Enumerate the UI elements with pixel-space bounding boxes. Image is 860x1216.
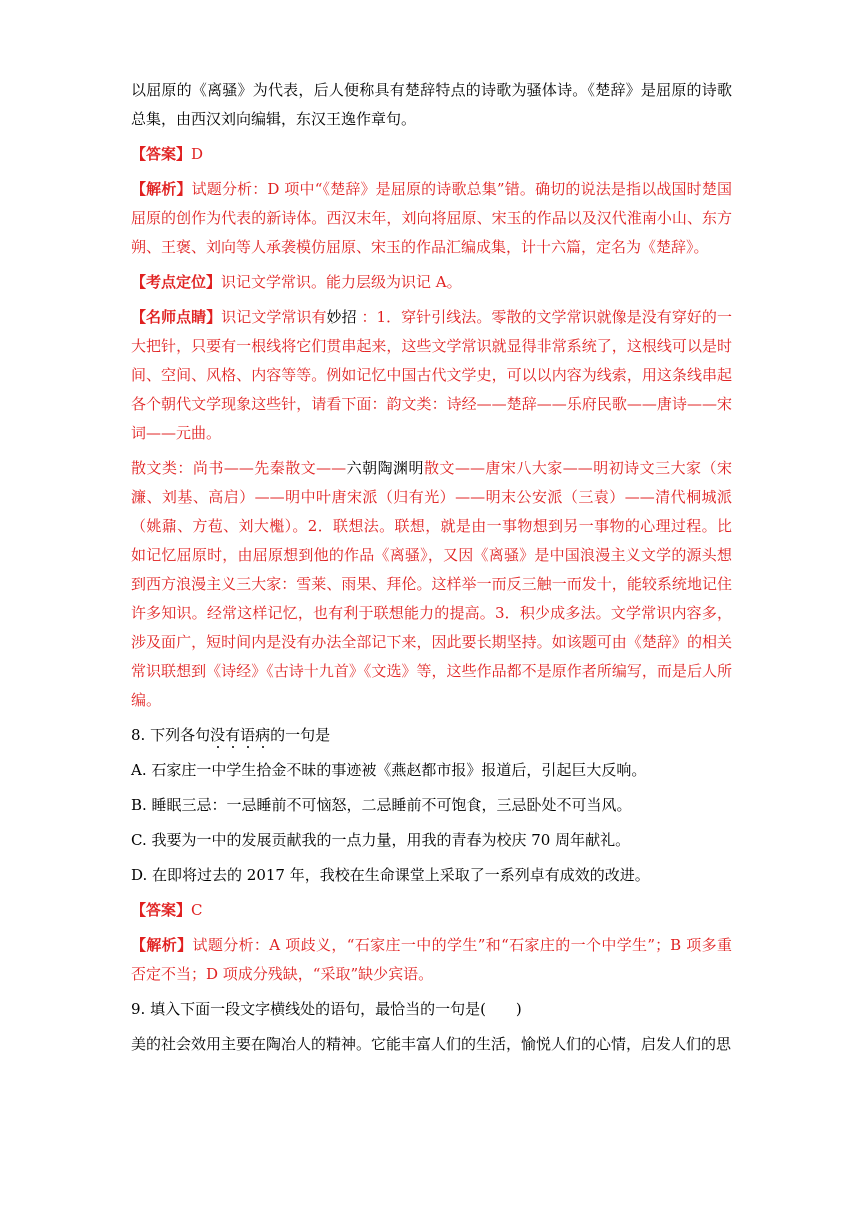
q8-option-d: D. 在即将过去的 2017 年，我校在生命课堂上采取了一系列卓有成效的改进。 [131,866,650,884]
q8-stem [131,721,732,750]
q7-answer [131,140,732,169]
answer-label: 【答案】 [131,145,192,163]
emphasis-char: 有 [225,726,241,744]
q7-mingshi [131,303,732,448]
analysis-text: 试题分析：A 项歧义，“石家庄一中的学生”和“石家庄的一个中学生”；B 项多重否定不当；D 项成分残缺，“采取”缺少宾语。 [131,936,732,983]
q8-option-a: A. 石家庄一中学生拾金不昧的事迹被《燕赵都市报》报道后，引起巨大反响。 [131,761,647,779]
answer-label: 【答案】 [131,901,192,919]
q8-analysis [131,931,732,989]
mingshi-text-b: 妙招 [326,308,357,326]
q7-analysis [131,175,732,262]
kaodian-label: 【考点定位】 [131,273,222,291]
analysis-text: 试题分析：D 项中“《楚辞》是屈原的诗歌总集”错。确切的说法是指以战国时楚国屈原的创作为代表的新诗体。西汉末年，刘向将屈原、宋玉的作品以及汉代淮南小山、东方朔、王褒、刘向等人承袭模仿屈原、宋玉的作品汇编成集，计十六篇，定名为《楚辞》。 [131,180,732,256]
emphasis-char: 语 [240,726,256,744]
answer-value: D [191,145,204,163]
q8-answer [131,896,732,925]
q8-stem-a: 8. 下列各句 [131,726,211,744]
mingshi-text-c: ：1．穿针引线法。零散的文学常识就像是没有穿好的一大把针，只要有一根线将它们贯串起来，这些文学常识就显得非常系统了，这根线可以是时间、空间、风格、内容等等。例如记忆中国古代文学史，可以以内容为线索，用这条线串起各个朝代文学现象这些针，请看下面：韵文类：诗经——楚辞——乐府民歌——唐诗——宋词——元曲。 [131,308,732,442]
emphasis-char: 没 [210,726,226,744]
q8-stem-b: 的一句是 [270,726,331,744]
q9-stem: 9. 填入下面一段文字横线处的语句，最恰当的一句是( ) [131,1000,522,1018]
q7-sanwen [131,454,732,715]
mingshi-label: 【名师点睛】 [131,308,222,326]
q8-option-b: B. 睡眠三忌：一忌睡前不可恼怒，二忌睡前不可饱食，三忌卧处不可当风。 [131,796,632,814]
answer-value: C [191,901,203,919]
q8-option-c: C. 我要为一中的发展贡献我的一点力量，用我的青春为校庆 70 周年献礼。 [131,831,631,849]
sanwen-text-c: 散文——唐宋八大家——明初诗文三大家（宋濂、刘基、高启）——明中叶唐宋派（归有光）——明末公安派（三袁）——清代桐城派（姚鼐、方苞、刘大櫆）。2．联想法。联想，就是由一事物想到另一事物的心理过程。比如记忆屈原时，由屈原想到他的作品《离骚》，又因《离骚》是中国浪漫主义文学的源头想到西方浪漫主义三大家：雪莱、雨果、拜伦。这样举一而反三触一而发十，能较系统地记住许多知识。经常这样记忆，也有利于联想能力的提高。3．积少成多法。文学常识内容多，涉及面广，短时间内是没有办法全部记下来，因此要长期坚持。如该题可由《楚辞》的相关常识联想到《诗经》《古诗十九首》《文选》等，这些作品都不是原作者所编写，而是后人所编。 [131,459,732,709]
mingshi-text-a: 识记文学常识有 [221,308,327,326]
sanwen-text-a: 散文类：尚书——先秦散文—— [131,459,347,477]
analysis-label: 【解析】 [131,936,193,954]
q7-kaodian [131,268,732,297]
kaodian-text: 识记文学常识。能力层级为识记 A。 [221,273,462,291]
sanwen-text-b: 六朝陶渊明 [346,459,424,477]
intro-paragraph: 以屈原的《离骚》为代表，后人便称具有楚辞特点的诗歌为骚体诗。《楚辞》是屈原的诗歌总集，由西汉刘向编辑，东汉王逸作章句。 [131,81,732,128]
analysis-label: 【解析】 [131,180,192,198]
q9-text: 美的社会效用主要在陶冶人的精神。它能丰富人们的生活，愉悦人们的心情，启发人们的思 [131,1035,732,1053]
emphasis-char: 病 [255,726,271,744]
